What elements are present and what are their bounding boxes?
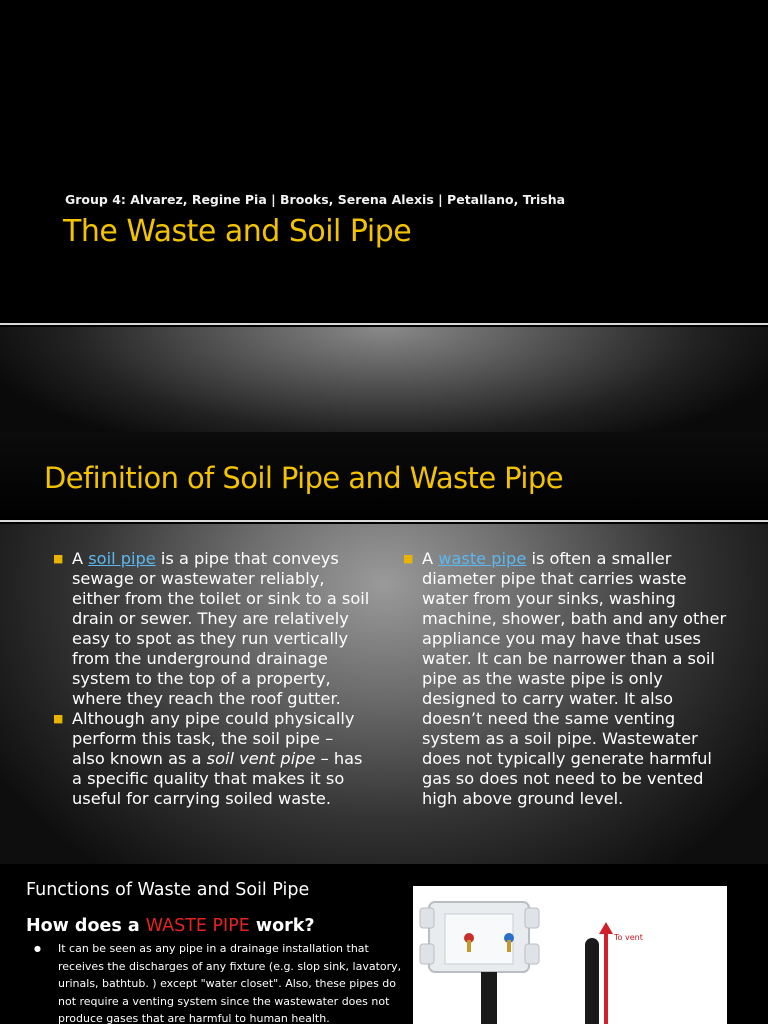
slide-divider <box>0 520 768 522</box>
to-vent-label: To vent <box>614 933 643 942</box>
bullet-item: ■ A waste pipe is often a smaller diameter pipe that carries waste water from your sinks, washing machine, shower, bath and any other appliance you may have that uses water. It can be narrower than a soil pipe as the waste pipe is only designed to carry water. It also doesn’t need the same venting system as a soil pipe. Wastewater does not typically generate harmful gas so does not need to be vented high above ground level. <box>403 549 727 808</box>
bullet-square-icon: ■ <box>53 552 64 565</box>
bullet-item: ■ Although any pipe could physically perform this task, the soil pipe – also known as a soil vent pipe – has a specific quality that makes it so useful for carrying soiled waste. <box>53 709 363 808</box>
gradient-band <box>0 327 768 432</box>
title-slide <box>0 0 768 322</box>
functions-slide <box>0 866 768 1024</box>
definitions-slide <box>0 524 768 864</box>
pipe-illustration <box>413 886 727 1024</box>
waste-pipe-column <box>400 549 730 809</box>
authors-line: Group 4: Alvarez, Regine Pia | Brooks, Serena Alexis | Petallano, Trisha <box>65 192 566 207</box>
waste-pipe-explanation <box>34 940 403 1024</box>
slide-divider <box>0 323 768 325</box>
bullet-dot-icon: ● <box>34 944 41 953</box>
soil-pipe-column <box>50 549 370 809</box>
section-title: Definition of Soil Pipe and Waste Pipe <box>44 461 563 495</box>
soil-pipe-link[interactable]: soil pipe <box>88 549 156 568</box>
presentation-title: The Waste and Soil Pipe <box>63 214 412 249</box>
pipe-diagram-image <box>413 886 727 1024</box>
definition-title-slide <box>0 327 768 519</box>
waste-pipe-question: How does a WASTE PIPE work? <box>26 916 315 936</box>
bullet-square-icon: ■ <box>53 712 64 725</box>
list-item: ● It can be seen as any pipe in a drainage installation that receives the discharges of any fixture (e.g. slop sink, lavatory, urinals, bathtub. ) except "water closet". Also, these pipes do not require a venting system since the wastewater does not produce gases that are harmful to human health. <box>34 942 402 1024</box>
bullet-square-icon: ■ <box>403 552 414 565</box>
functions-heading: Functions of Waste and Soil Pipe <box>26 880 310 900</box>
waste-pipe-link[interactable]: waste pipe <box>438 549 527 568</box>
bullet-item: ■ A soil pipe is a pipe that conveys sewage or wastewater reliably, either from the toilet or sink to a soil drain or sewer. They are relatively easy to spot as they run vertically from the underground drainage system to the top of a property, where they reach the roof gutter. <box>53 549 370 708</box>
